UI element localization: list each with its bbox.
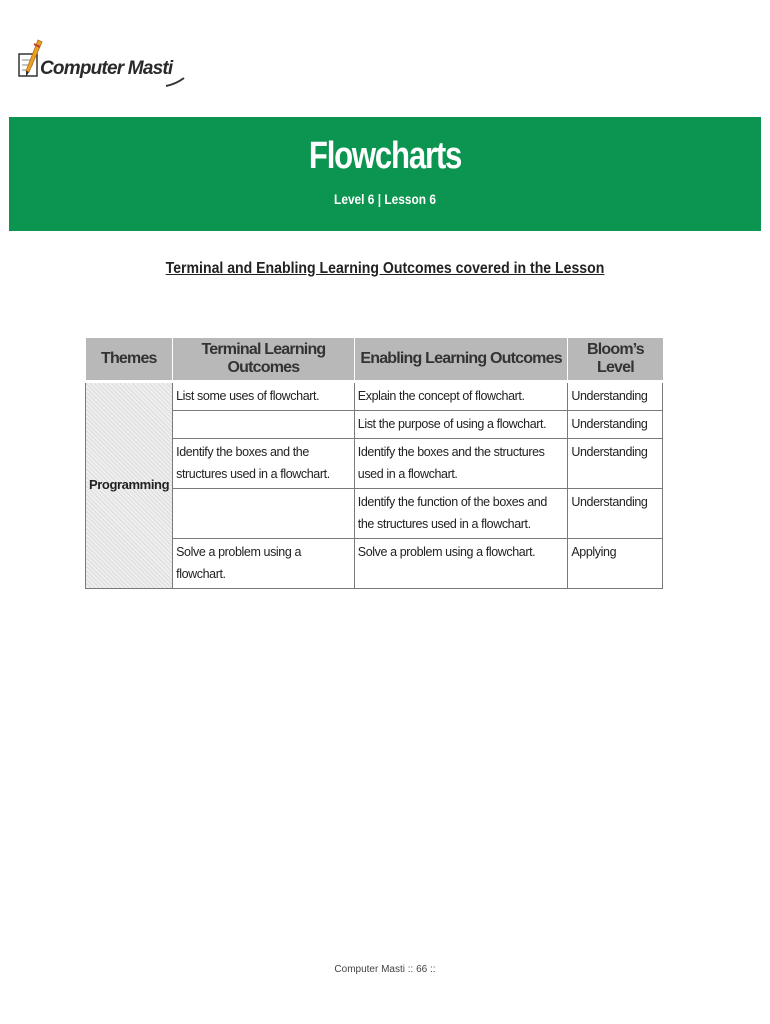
enabling-outcome-cell: Identify the function of the boxes and the structures used in a flowchart. [354, 489, 568, 539]
enabling-outcome-cell: Explain the concept of flowchart. [354, 382, 568, 411]
page-title: Flowcharts [308, 135, 462, 177]
table-header-row [86, 338, 663, 382]
table-row [86, 382, 663, 411]
terminal-outcome-cell: Identify the boxes and the structures used in a flowchart. [173, 439, 355, 489]
section-heading: Terminal and Enabling Learning Outcomes covered in the Lesson [165, 260, 605, 277]
terminal-outcome-cell: List some uses of flowchart. [173, 382, 355, 411]
blooms-level-cell: Understanding [568, 439, 663, 489]
header-themes: Themes [86, 338, 173, 382]
enabling-outcome-cell: Identify the boxes and the structures used in a flowchart. [354, 439, 568, 489]
theme-cell: Programming [86, 382, 173, 589]
table-row [86, 439, 663, 489]
title-banner [9, 117, 761, 231]
terminal-outcome-cell [173, 411, 355, 439]
learning-outcomes-table [85, 338, 663, 589]
logo-wordmark: Computer Masti [40, 58, 173, 79]
header-blooms-level: Bloom’s Level [568, 338, 663, 382]
table-row [86, 539, 663, 589]
page-footer: Computer Masti :: 66 :: [334, 964, 436, 975]
enabling-outcome-cell: Solve a problem using a flowchart. [354, 539, 568, 589]
blooms-level-cell: Understanding [568, 489, 663, 539]
computer-masti-logo [16, 38, 191, 92]
terminal-outcome-cell: Solve a problem using a flowchart. [173, 539, 355, 589]
blooms-level-cell: Understanding [568, 382, 663, 411]
lesson-subtitle: Level 6 | Lesson 6 [334, 191, 436, 207]
terminal-outcome-cell [173, 489, 355, 539]
blooms-level-cell: Understanding [568, 411, 663, 439]
table-row [86, 411, 663, 439]
enabling-outcome-cell: List the purpose of using a flowchart. [354, 411, 568, 439]
header-enabling-outcomes: Enabling Learning Outcomes [354, 338, 568, 382]
header-terminal-outcomes: Terminal Learning Outcomes [173, 338, 355, 382]
blooms-level-cell: Applying [568, 539, 663, 589]
table-row [86, 489, 663, 539]
